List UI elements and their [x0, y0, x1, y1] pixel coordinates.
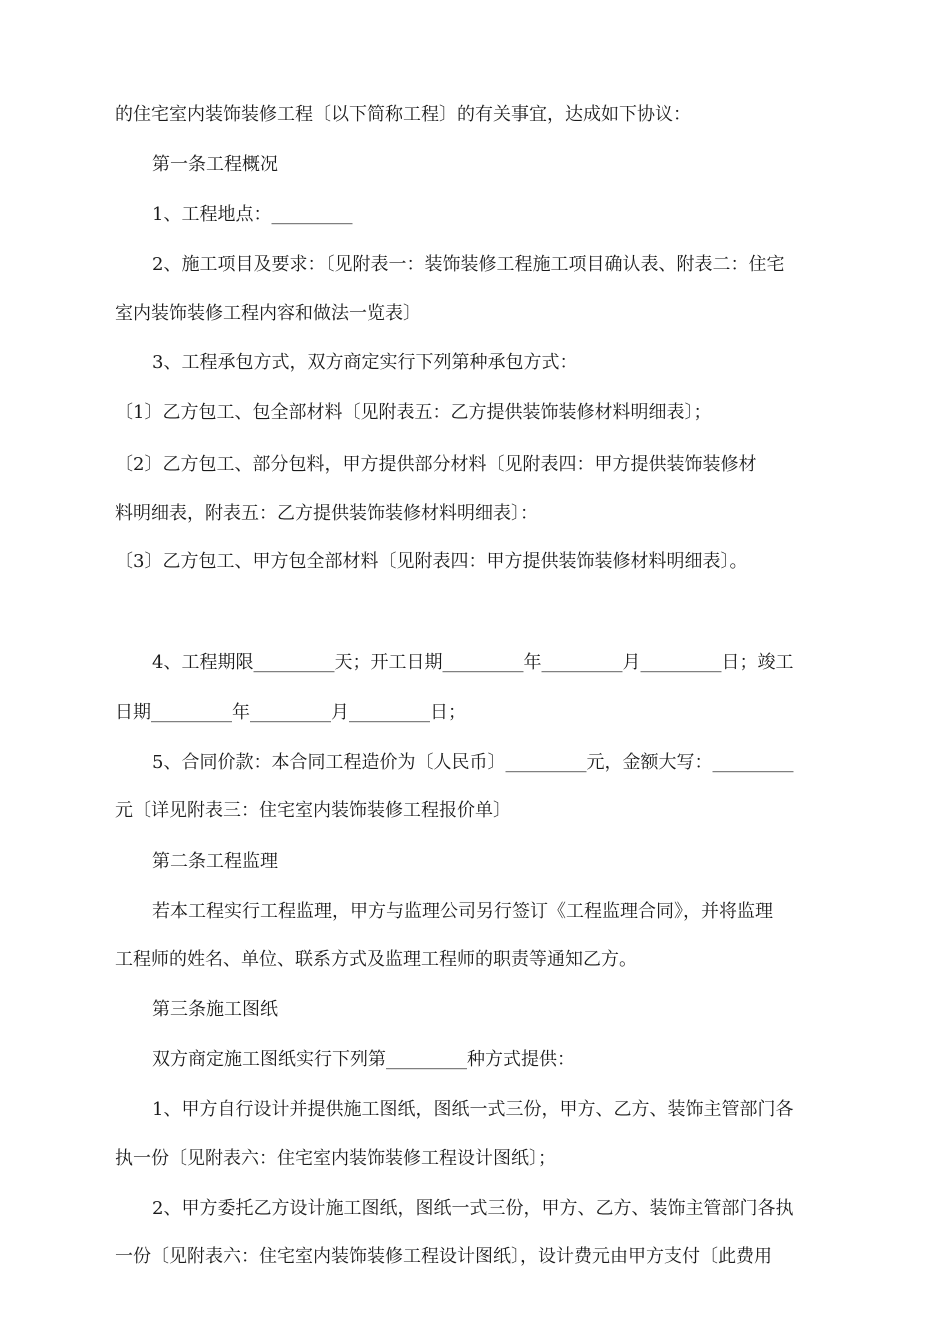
- section-heading-3: 第三条施工图纸: [152, 999, 278, 1020]
- paragraph-line: 2、施工项目及要求：〔见附表一：装饰装修工程施工项目确认表、附表二：住宅: [152, 254, 785, 275]
- paragraph-line: 日期_________年_________月_________日；: [115, 702, 466, 723]
- paragraph-line: 一份〔见附表六：住宅室内装饰装修工程设计图纸〕，设计费元由甲方支付〔此费用: [115, 1246, 772, 1267]
- paragraph-line: 元〔详见附表三：住宅室内装饰装修工程报价单〕: [115, 800, 511, 821]
- paragraph-line: 〔3〕乙方包工、甲方包全部材料〔见附表四：甲方提供装饰装修材料明细表〕。: [115, 551, 748, 572]
- paragraph-line: 1、甲方自行设计并提供施工图纸，图纸一式三份，甲方、乙方、装饰主管部门各: [152, 1099, 794, 1120]
- section-heading-1: 第一条工程概况: [152, 154, 278, 175]
- paragraph-line: 〔2〕乙方包工、部分包料，甲方提供部分材料〔见附表四：甲方提供装饰装修材: [115, 454, 757, 475]
- paragraph-line: 执一份〔见附表六：住宅室内装饰装修工程设计图纸〕；: [115, 1148, 556, 1169]
- paragraph-line: 5、合同价款：本合同工程造价为〔人民币〕_________元，金额大写：_________: [152, 752, 794, 773]
- paragraph-line: 4、工程期限_________天；开工日期_________年_________月_________日；竣工: [152, 652, 794, 673]
- paragraph-line: 室内装饰装修工程内容和做法一览表〕: [115, 303, 421, 324]
- paragraph-line: 3、工程承包方式，双方商定实行下列第种承包方式：: [152, 352, 578, 373]
- paragraph-line: 双方商定施工图纸实行下列第_________种方式提供：: [152, 1049, 575, 1070]
- paragraph-line: 若本工程实行工程监理，甲方与监理公司另行签订《工程监理合同》，并将监理: [152, 901, 773, 922]
- paragraph-line: 工程师的姓名、单位、联系方式及监理工程师的职责等通知乙方。: [115, 949, 637, 970]
- paragraph-line: 1、工程地点：_________: [152, 204, 353, 225]
- section-heading-2: 第二条工程监理: [152, 851, 278, 872]
- paragraph-line: 2、甲方委托乙方设计施工图纸，图纸一式三份，甲方、乙方、装饰主管部门各执: [152, 1198, 794, 1219]
- paragraph-line: 〔1〕乙方包工、包全部材料〔见附表五：乙方提供装饰装修材料明细表〕；: [115, 402, 712, 423]
- paragraph-line: 料明细表，附表五：乙方提供装饰装修材料明细表〕：: [115, 503, 538, 524]
- paragraph-line: 的住宅室内装饰装修工程〔以下简称工程〕的有关事宜，达成如下协议：: [115, 104, 691, 125]
